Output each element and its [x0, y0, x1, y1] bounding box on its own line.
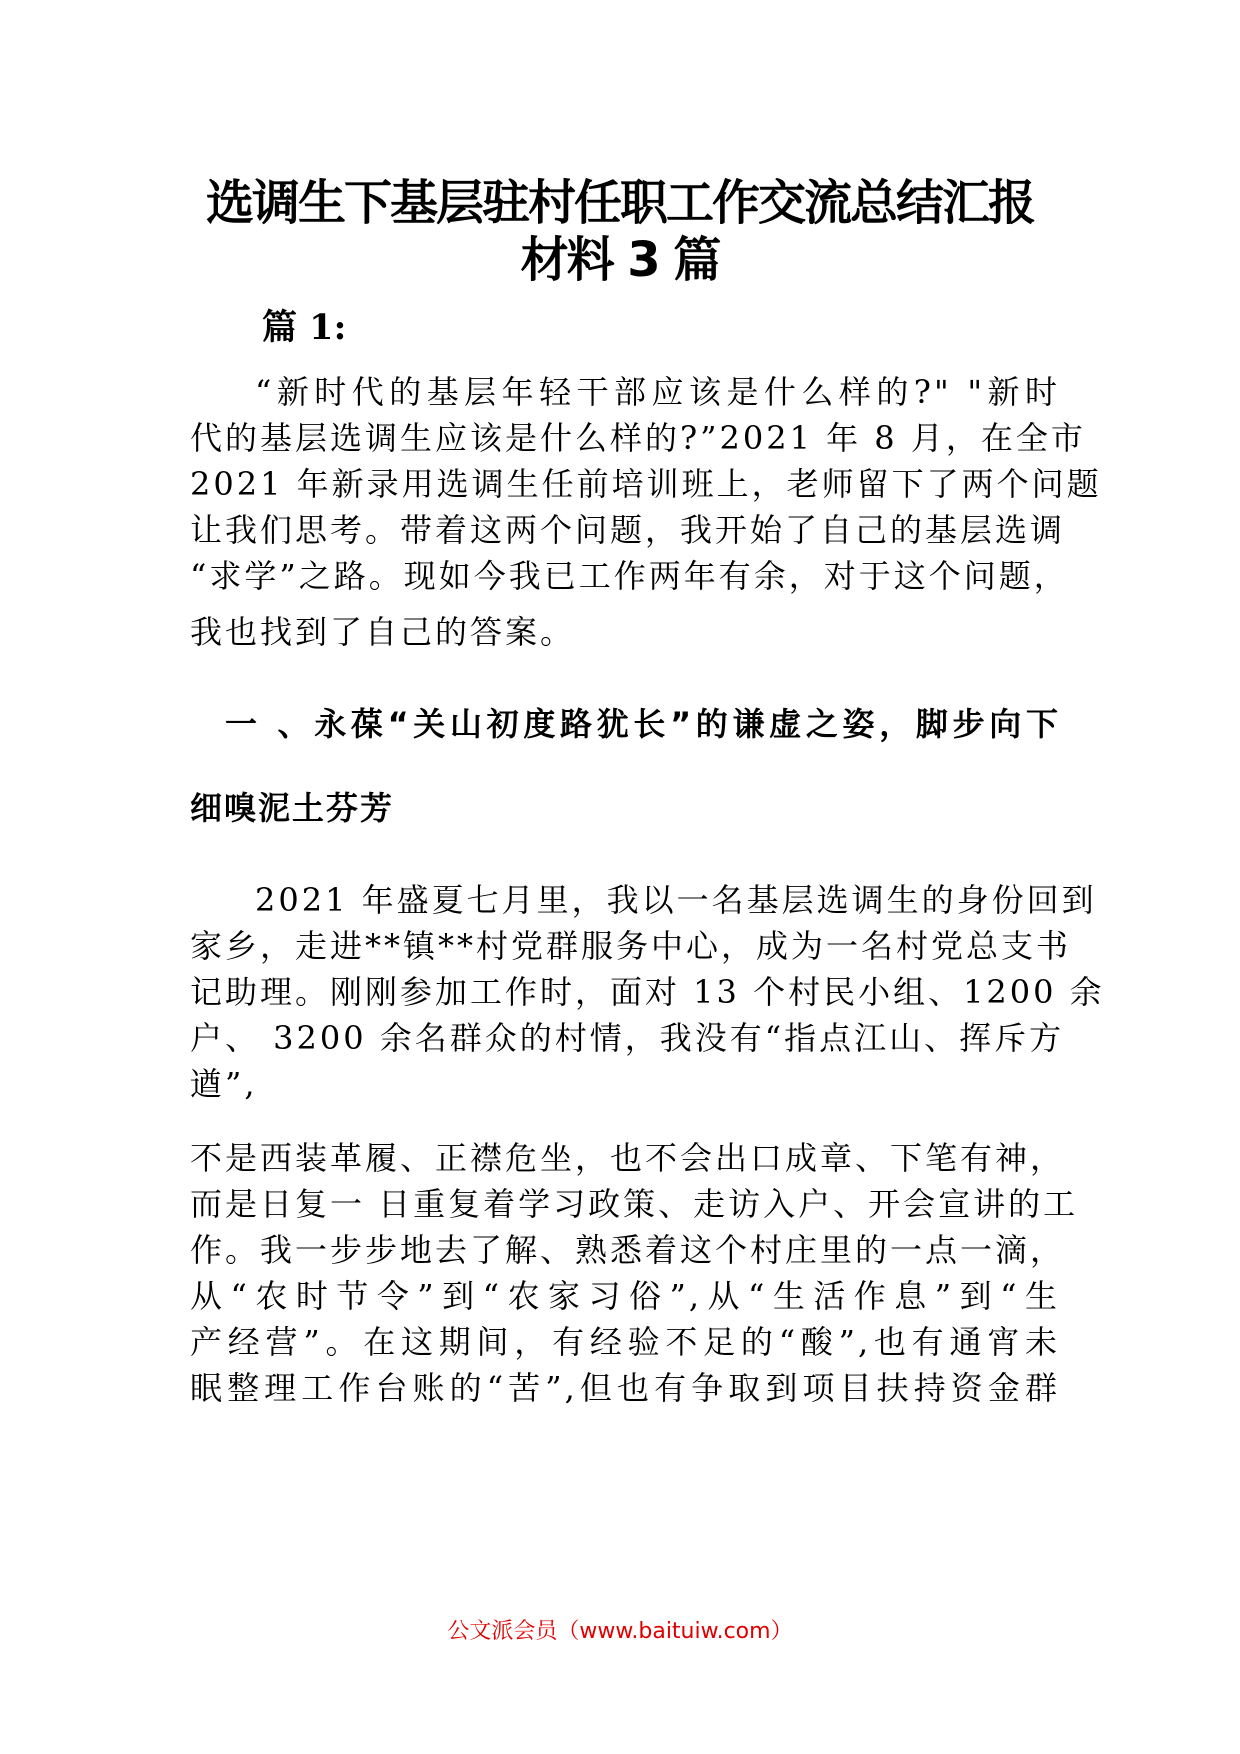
document-title-line-2: 材料 3 篇 — [520, 232, 720, 288]
paragraph-line: “新时代的基层年轻干部应该是什么样的?" "新时 — [255, 373, 1060, 411]
paragraph-line: 不是西装革履、正襟危坐，也不会出口成章、下笔有神， — [190, 1139, 1066, 1177]
paragraph-line: 家乡，走进**镇**村党群服务中心，成为一名村党总支书 — [190, 927, 1072, 965]
paragraph-line: 户、 3200 余名群众的村情，我没有“指点江山、挥斥方 — [190, 1019, 1065, 1057]
document-title-line-1: 选调生下基层驻村任职工作交流总结汇报 — [205, 175, 1034, 231]
paragraph-line: 我也找到了自己的答案。 — [190, 613, 576, 651]
paragraph-line: 2021 年盛夏七月里，我以一名基层选调生的身份回到 — [255, 881, 1097, 919]
section-heading-line-2: 细嗅泥土芬芳 — [190, 789, 395, 827]
paragraph-line: 让我们思考。带着这两个问题，我开始了自己的基层选调 — [190, 511, 1066, 549]
paragraph-line: 作。我一步步地去了解、熟悉着这个村庄里的一点一滴， — [190, 1231, 1066, 1269]
footer-watermark-link[interactable]: 公文派会员（www.baituiw.com） — [447, 1619, 793, 1644]
paragraph-line: 代的基层选调生应该是什么样的?”2021 年 8 月，在全市 — [190, 419, 1086, 457]
paragraph-line: 2021 年新录用选调生任前培训班上，老师留下了两个问题 — [190, 465, 1102, 503]
paragraph-line: 而是日复一 日重复着学习政策、走访入户、开会宣讲的工 — [190, 1185, 1079, 1223]
paragraph-line: “求学”之路。现如今我已工作两年有余，对于这个问题， — [190, 557, 1069, 595]
paragraph-line: 产经营”。在这期间，有经验不足的“酸”,也有通宵未 — [190, 1323, 1060, 1361]
section-heading-line-1: 一 、永葆“关山初度路犹长”的谦虚之姿，脚步向下 — [225, 705, 1060, 743]
paragraph-line: 从“农时节令”到“农家习俗”,从“生活作息”到“生 — [190, 1277, 1060, 1315]
paragraph-line: 遒”, — [190, 1065, 258, 1103]
paragraph-line: 眠整理工作台账的“苦”,但也有争取到项目扶持资金群 — [190, 1369, 1060, 1407]
chapter-label: 篇 1: — [262, 307, 347, 348]
paragraph-line: 记助理。刚刚参加工作时，面对 13 个村民小组、1200 余 — [190, 973, 1105, 1011]
